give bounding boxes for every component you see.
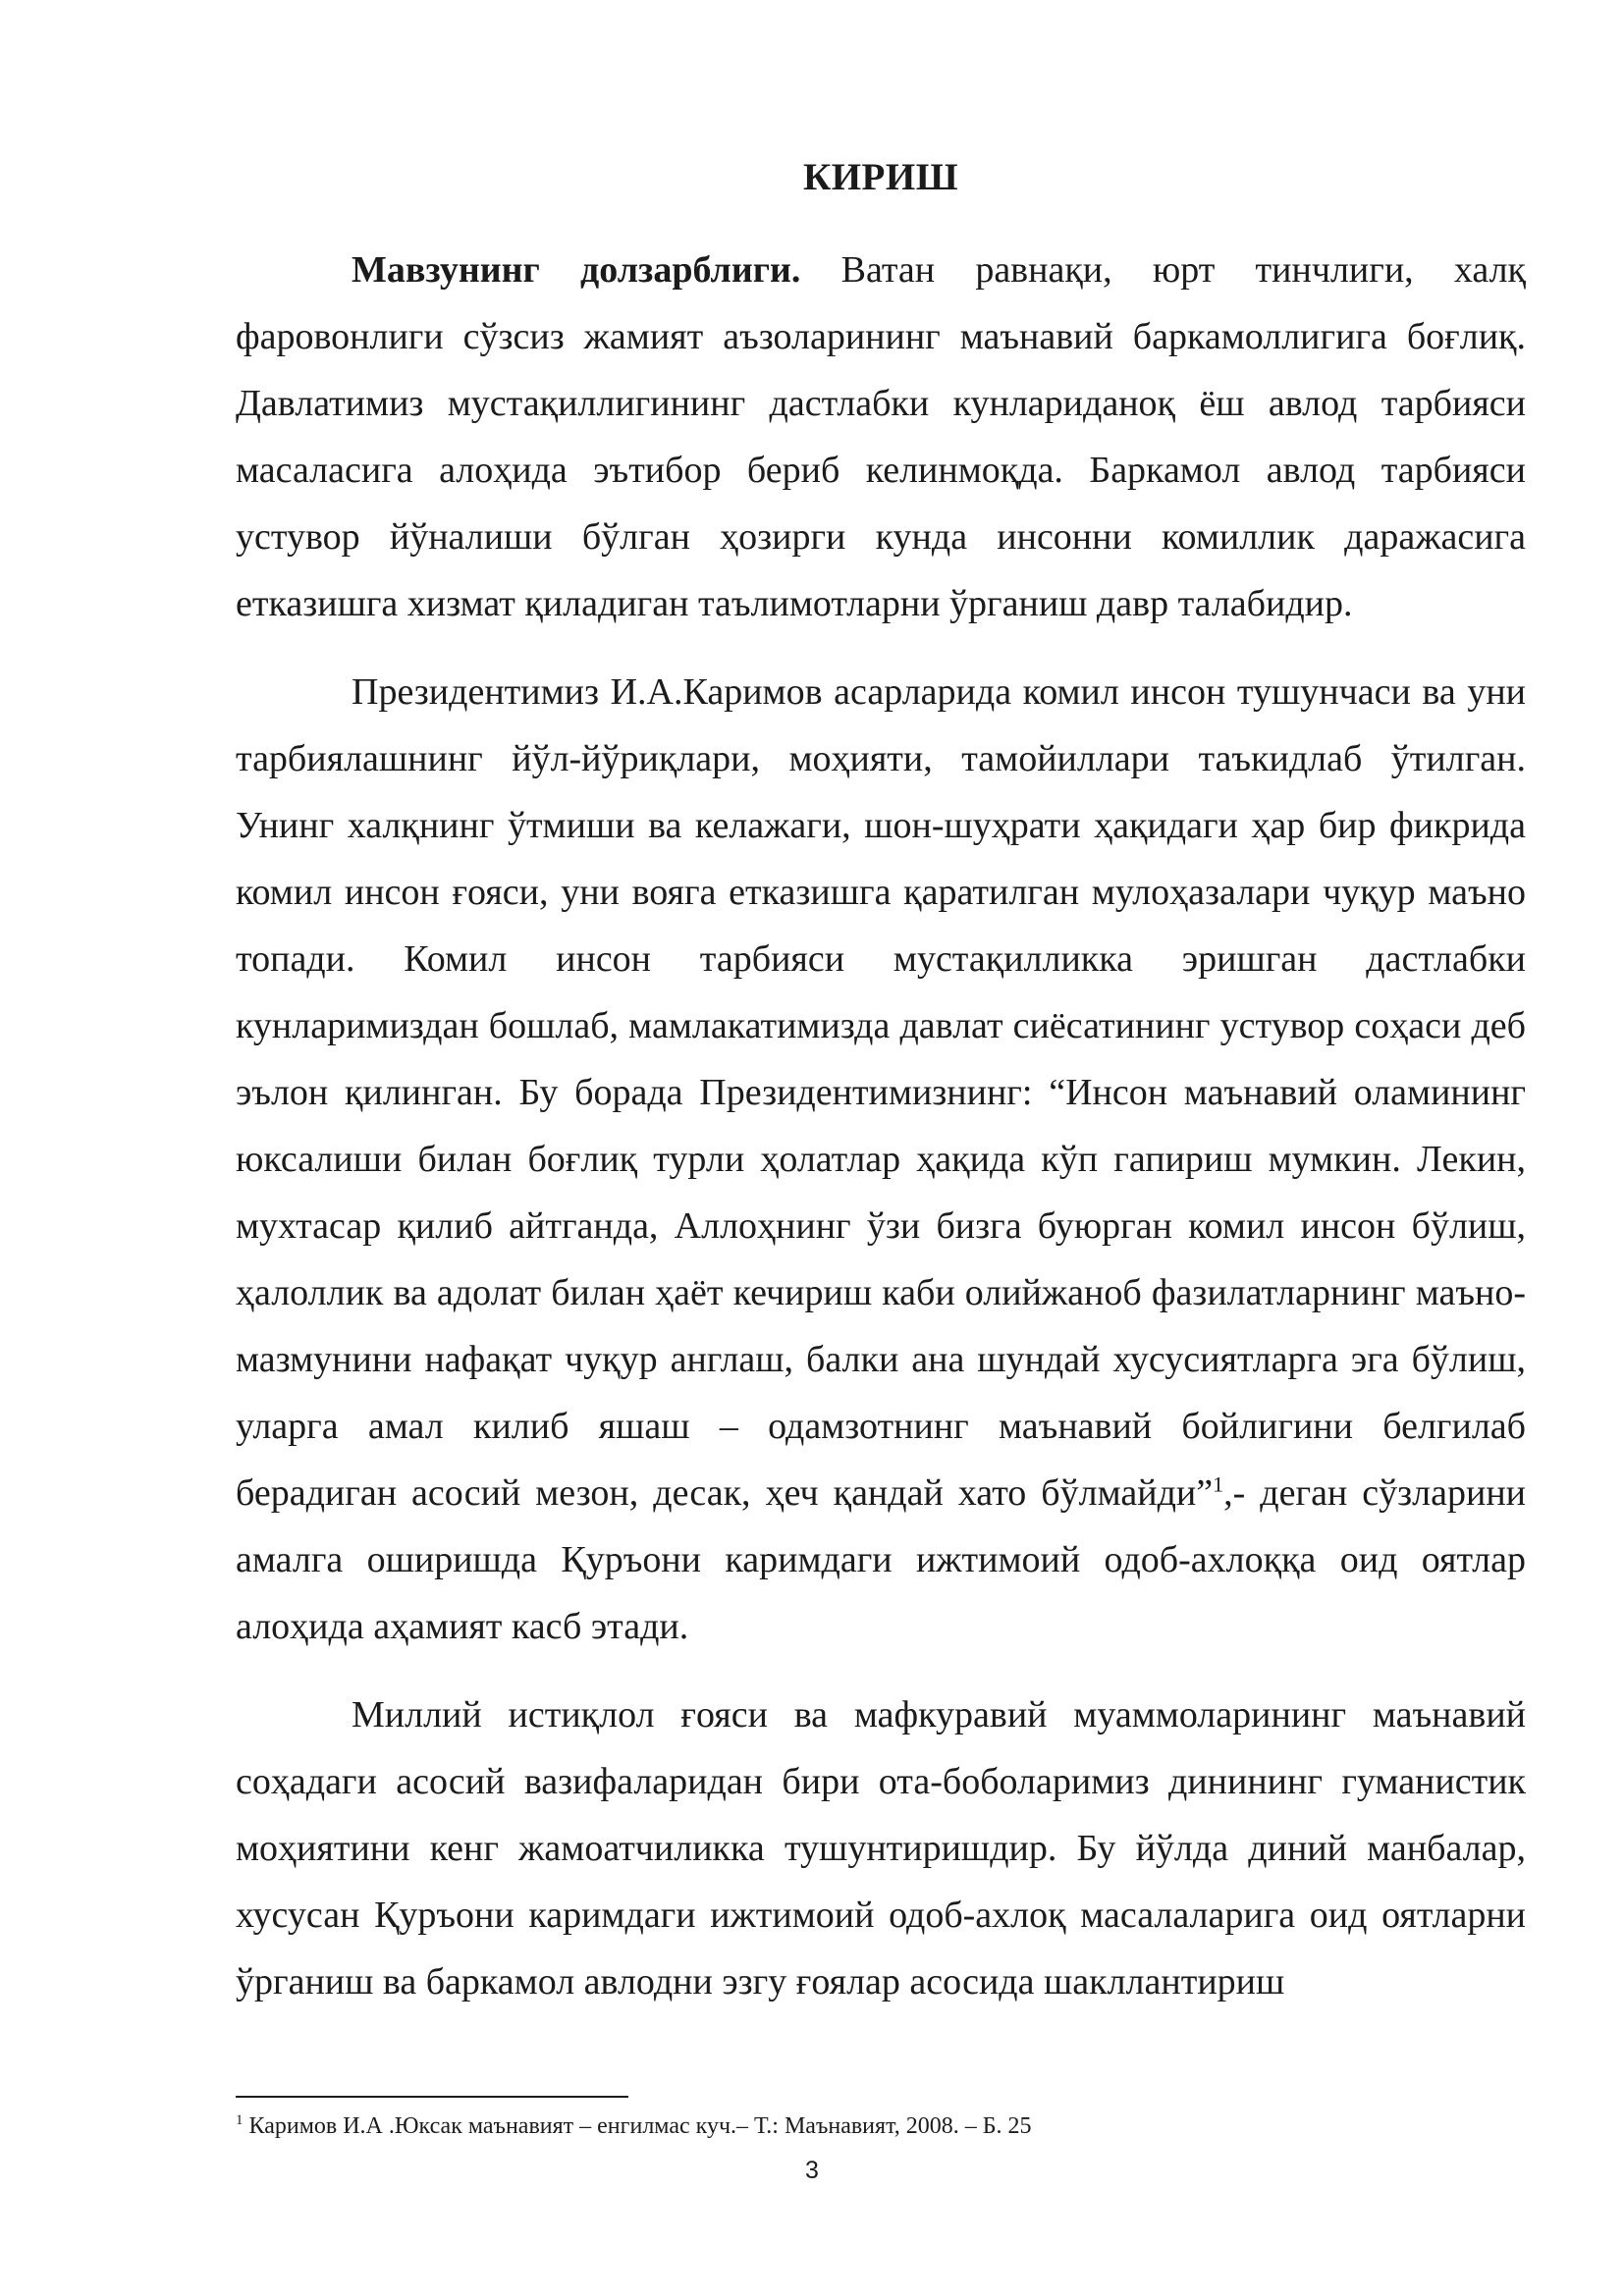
body-text — [236, 237, 1526, 2015]
paragraph-independence — [236, 1682, 1526, 2015]
relevance-heading: Мавзунинг долзарблиги. — [352, 249, 801, 291]
page-title: КИРИШ — [802, 156, 959, 198]
footnote-text: Каримов И.А .Юксак маънавият – енгилмас куч.– Т.: Маънавият, 2008. – Б. 25 — [243, 2113, 1032, 2139]
page-number: 3 — [805, 2157, 819, 2184]
footnote — [236, 2110, 1526, 2142]
footnote-marker: 1 — [236, 2112, 244, 2128]
independence-text: Миллий истиқлол ғояси ва мафкуравий муаммоларининг маънавий соҳадаги асосий вазифаларидан бири ота-боболаримиз динининг гуманистик моҳиятини кенг жамоатчиликка тушунтиришдир. Бу йўлда диний манбалар, хусусан Қуръони каримдаги ижтимоий одоб-ахлоқ масалаларига оид оятларни ўрганиш ва баркамол авлодни эзгу ғоялар асосида шакллантириш — [236, 1694, 1526, 2002]
paragraph-president — [236, 659, 1526, 1660]
footnote-reference[interactable]: 1 — [1213, 1471, 1224, 1497]
paragraph-relevance — [236, 237, 1526, 637]
relevance-text: Ватан равнақи, юрт тинчлиги, халқ фаровонлиги сўзсиз жамият аъзоларининг маънавий баркамоллигига боғлиқ. Давлатимиз мустақиллигининг дастлабки кунлариданоқ ёш авлод тарбияси масаласига алоҳида эътибор бериб келинмоқда. Баркамол авлод тарбияси устувор йўналиши бўлган ҳозирги кунда инсонни комиллик даражасига етказишга хизмат қиладиган таълимотларни ўрганиш давр талабидир. — [236, 249, 1526, 624]
footnote-separator — [236, 2096, 628, 2098]
president-text-after: ,- деган сўзларини амалга оширишда Қуръони каримдаги ижтимоий одоб-ахлоққа оид оятлар алоҳида аҳамият касб этади. — [236, 1472, 1526, 1647]
president-text-before: Президентимиз И.А.Каримов асарларида комил инсон тушунчаси ва уни тарбиялашнинг йўл-йўриқлари, моҳияти, тамойиллари таъкидлаб ўтилган. Унинг халқнинг ўтмиши ва келажаги, шон-шуҳрати ҳақидаги ҳар бир фикрида комил инсон ғояси, уни вояга етказишга қаратилган мулоҳазалари чуқур маъно топади. Комил инсон тарбияси мустақилликка эришган дастлабки кунларимиздан бошлаб, мамлакатимизда давлат сиёсатининг устувор соҳаси деб эълон қилинган. Бу борада Президентимизнинг: “Инсон маънавий оламининг юксалиши билан боғлиқ турли ҳолатлар ҳақида кўп гапириш мумкин. Лекин, мухтасар қилиб айтганда, Аллоҳнинг ўзи бизга буюрган комил инсон бўлиш, ҳалоллик ва адолат билан ҳаёт кечириш каби олийжаноб фазилатларнинг маъно-мазмунини нафақат чуқур англаш, балки ана шундай хусусиятларга эга бўлиш, уларга амал килиб яшаш – одамзотнинг маънавий бойлигини белгилаб берадиган асосий мезон, десак, ҳеч қандай хато бўлмайди” — [236, 671, 1526, 1514]
